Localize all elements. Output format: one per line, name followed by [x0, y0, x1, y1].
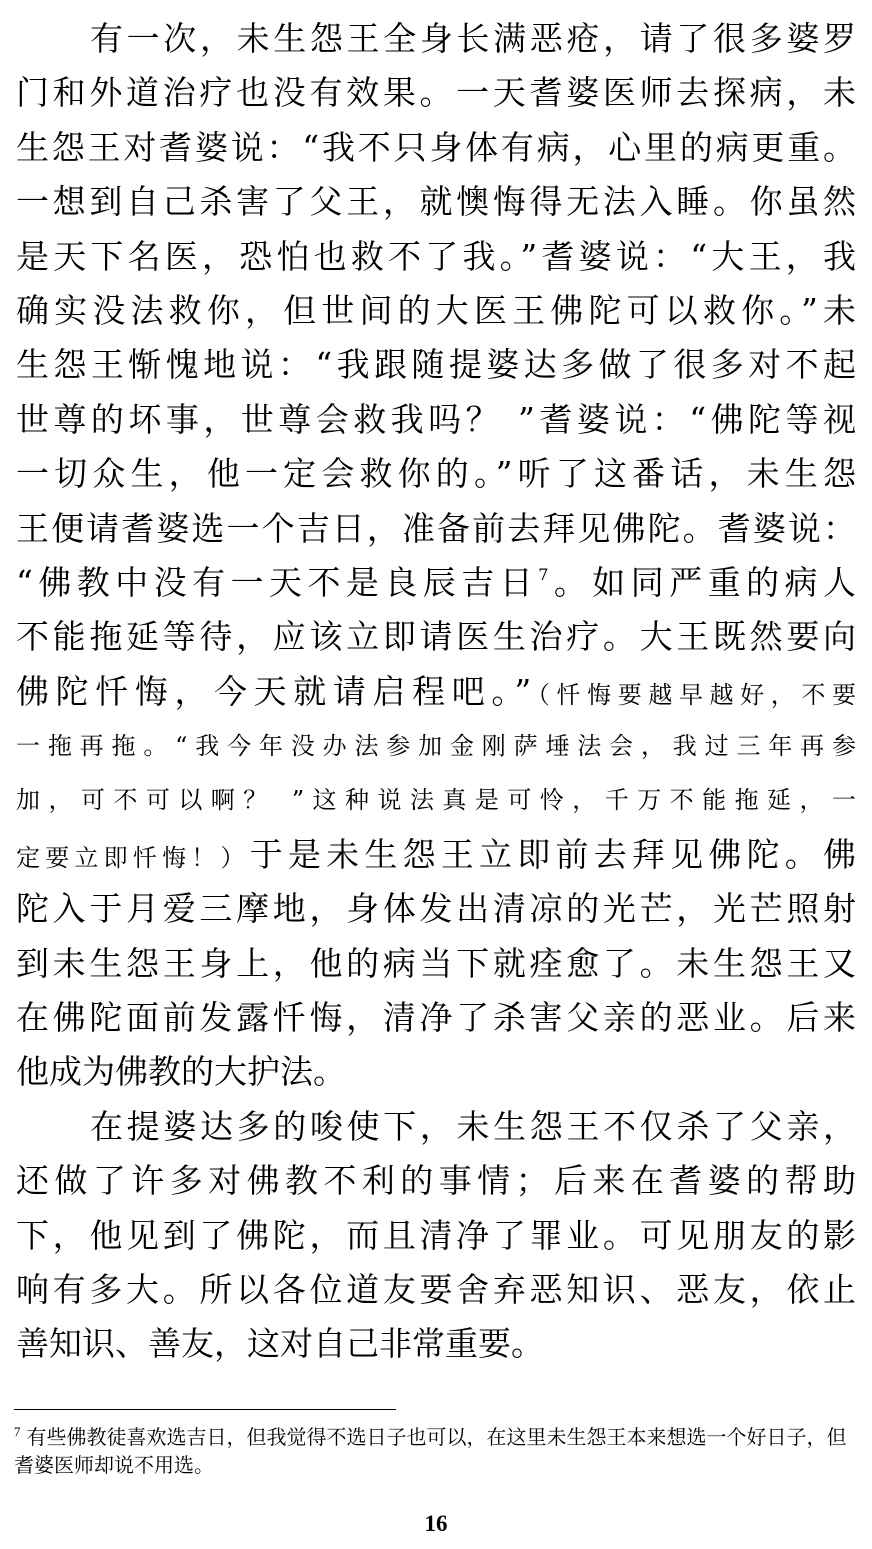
text-line: 生怨王惭愧地说：“我跟随提婆达多做了很多对不起: [16, 345, 856, 385]
text-line: 门和外道治疗也没有效果。一天耆婆医师去探病，未: [16, 73, 856, 113]
text-line: 他成为佛教的大护法。: [16, 1052, 346, 1092]
text-line: 一想到自己杀害了父王，就懊悔得无法入睡。你虽然: [16, 182, 856, 222]
text-segment: 。如同严重的病人: [548, 562, 856, 602]
text-line: 到未生怨王身上，他的病当下就痊愈了。未生怨王又: [16, 943, 856, 983]
footnote-number: 7: [14, 1424, 21, 1439]
text-line: 确实没法救你，但世间的大医王佛陀可以救你。”未: [16, 290, 856, 330]
commentary-text: 定要立即忏悔！）: [16, 843, 250, 872]
footnote-reference[interactable]: 7: [538, 564, 549, 584]
text-segment: 佛陀忏悔，今天就请启程吧。”: [16, 671, 532, 711]
text-line: [16, 828, 856, 882]
text-segment: 于是未生怨王立即前去拜见佛陀。佛: [249, 834, 856, 874]
text-segment: “佛教中没有一天不是良辰吉日: [16, 562, 539, 602]
footnote-divider: [14, 1409, 396, 1410]
commentary-line: 一拖再拖。“我今年没办法参加金刚萨埵法会，我过三年再参: [16, 732, 856, 761]
text-line: 世尊的坏事，世尊会救我吗？ ”耆婆说：“佛陀等视: [16, 399, 856, 439]
text-line: 一切众生，他一定会救你的。”听了这番话，未生怨: [16, 454, 856, 494]
text-line: 生怨王对耆婆说：“我不只身体有病，心里的病更重。: [16, 127, 856, 167]
footnote: [14, 1424, 856, 1480]
text-line: 还做了许多对佛教不利的事情；后来在耆婆的帮助: [16, 1161, 856, 1201]
text-line: 在佛陀面前发露忏悔，清净了杀害父亲的恶业。后来: [16, 998, 856, 1038]
commentary-line: 加，可不可以啊？ ”这种说法真是可怜，千万不能拖延，一: [16, 786, 856, 815]
text-line: [16, 556, 856, 610]
text-line: 善知识、善友，这对自己非常重要。: [16, 1324, 544, 1364]
text-line: 王便请耆婆选一个吉日，准备前去拜见佛陀。耆婆说：: [16, 508, 856, 548]
text-line: 有一次，未生怨王全身长满恶疮，请了很多婆罗: [90, 19, 856, 58]
text-line: 响有多大。所以各位道友要舍弃恶知识、恶友，依止: [16, 1269, 856, 1309]
text-line: 在提婆达多的唆使下，未生怨王不仅杀了父亲，: [90, 1106, 856, 1146]
main-text: [16, 12, 856, 1372]
footnote-text: 有些佛教徒喜欢选吉日，但我觉得不选日子也可以，在这里未生怨王本来想选一个好日子，但耆婆医师却说不用选。: [14, 1427, 847, 1477]
text-line: [16, 665, 856, 719]
text-line: 陀入于月爱三摩地，身体发出清凉的光芒，光芒照射: [16, 889, 856, 929]
commentary-text: （忏悔要越早越好，不要: [531, 680, 856, 709]
text-line: 是天下名医，恐怕也救不了我。”耆婆说：“大王，我: [16, 236, 856, 276]
page-number: 16: [424, 1511, 448, 1536]
text-line: 下，他见到了佛陀，而且清净了罪业。可见朋友的影: [16, 1215, 856, 1255]
text-line: 不能拖延等待，应该立即请医生治疗。大王既然要向: [16, 617, 856, 657]
